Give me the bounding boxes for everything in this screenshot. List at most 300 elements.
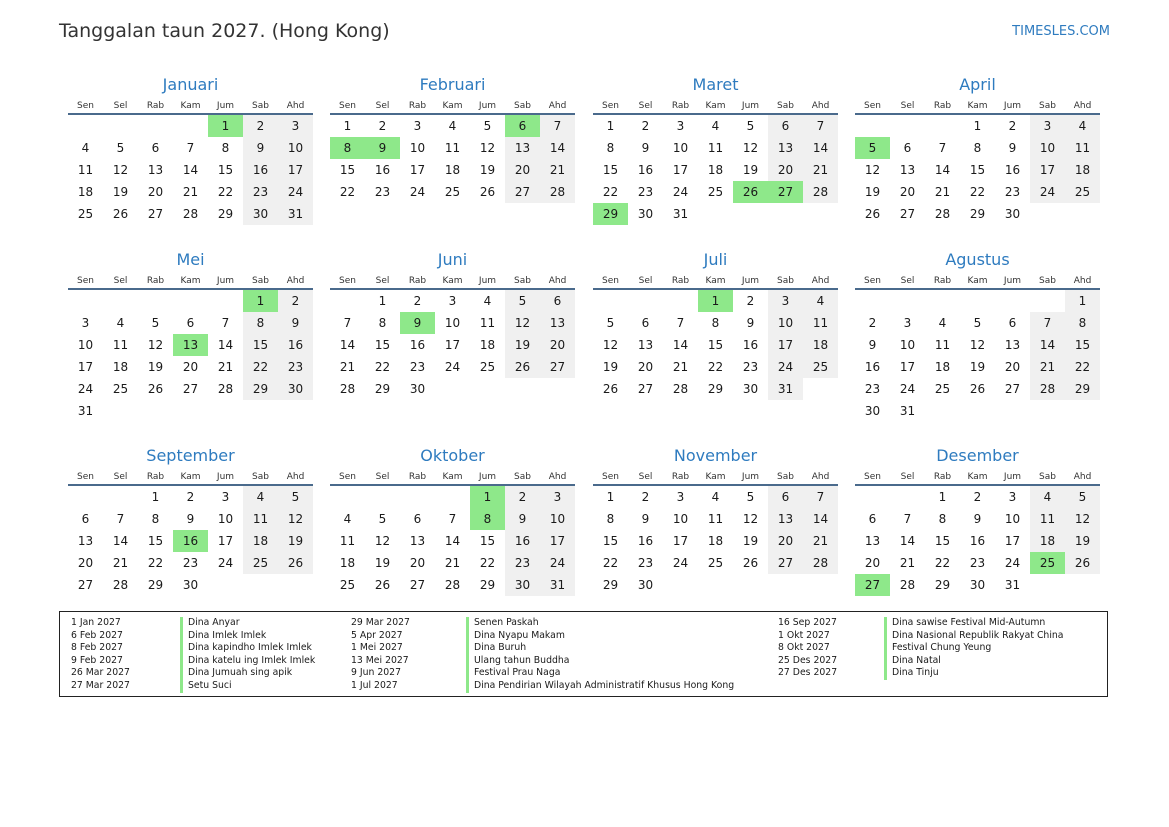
empty-cell (435, 485, 470, 508)
week-row (68, 312, 313, 334)
weekday-header: Ahd (278, 273, 313, 289)
weekday-header: Jum (995, 273, 1030, 289)
day-cell: 25 (112, 382, 129, 396)
weekday-header: Rab (400, 273, 435, 289)
day-cell: 29 (243, 378, 278, 400)
weekday-header: Jum (733, 469, 768, 485)
day-cell: 14 (1030, 334, 1065, 356)
empty-cell (698, 574, 733, 596)
site-link[interactable]: TIMESLES.COM (1012, 24, 1110, 39)
empty-cell (278, 400, 313, 422)
week-row (855, 378, 1100, 400)
empty-cell (768, 574, 803, 596)
day-cell: 31 (77, 404, 94, 418)
day-cell: 18 (707, 163, 724, 177)
day-cell: 5 (1065, 485, 1100, 508)
day-cell: 5 (505, 289, 540, 312)
empty-cell (435, 378, 470, 400)
day-cell: 17 (1004, 534, 1021, 548)
weekday-header: Rab (663, 98, 698, 114)
week-row (593, 574, 838, 596)
day-cell: 28 (803, 552, 838, 574)
weekday-header: Sen (330, 469, 365, 485)
empty-cell (400, 485, 435, 508)
day-cell: 14 (182, 163, 199, 177)
day-cell: 17 (672, 163, 689, 177)
weekday-header: Ahd (803, 98, 838, 114)
week-row (593, 203, 838, 225)
day-cell: 1 (1065, 289, 1100, 312)
holiday-name: Dina Pendirian Wilayah Administratif Khusus Hong Kong (466, 680, 734, 693)
day-cell: 3 (413, 119, 422, 133)
day-cell: 15 (1065, 334, 1100, 356)
weekday-header: Jum (208, 98, 243, 114)
holiday-name: Dina Nyapu Makam (466, 630, 565, 643)
week-row (593, 485, 838, 508)
day-cell: 4 (116, 316, 125, 330)
empty-cell (208, 574, 243, 596)
legend-row (60, 667, 1100, 680)
day-cell: 9 (278, 312, 313, 334)
month-title: Maret (692, 75, 739, 94)
day-cell: 7 (903, 512, 912, 526)
empty-cell (505, 378, 540, 400)
day-cell: 3 (1030, 114, 1065, 137)
day-cell: 15 (602, 163, 619, 177)
day-cell: 15 (707, 338, 724, 352)
day-cell: 27 (768, 181, 803, 203)
day-cell: 7 (221, 316, 230, 330)
weekday-header: Kam (698, 273, 733, 289)
day-cell: 30 (1004, 207, 1021, 221)
weekday-header: Sab (505, 98, 540, 114)
day-cell: 9 (746, 316, 755, 330)
day-cell: 1 (606, 490, 615, 504)
week-row (855, 530, 1100, 552)
day-cell: 7 (676, 316, 685, 330)
weekday-header: Sel (628, 469, 663, 485)
empty-cell (103, 289, 138, 312)
day-cell: 20 (768, 530, 803, 552)
day-cell: 30 (969, 578, 986, 592)
weekday-header: Sel (628, 98, 663, 114)
day-cell: 24 (672, 556, 689, 570)
day-cell: 6 (903, 141, 912, 155)
day-cell: 28 (1030, 378, 1065, 400)
empty-cell (960, 289, 995, 312)
day-cell: 23 (864, 382, 881, 396)
day-cell: 18 (803, 334, 838, 356)
day-cell: 4 (803, 289, 838, 312)
weekday-header: Ahd (540, 98, 575, 114)
weekday-header: Sab (1030, 98, 1065, 114)
empty-cell (925, 289, 960, 312)
day-cell: 21 (1030, 356, 1065, 378)
holiday-date: 16 Sep 2027 (778, 617, 837, 628)
day-cell: 29 (707, 382, 724, 396)
day-cell: 2 (378, 119, 387, 133)
week-row (68, 356, 313, 378)
week-row (855, 356, 1100, 378)
day-cell: 19 (1065, 530, 1100, 552)
week-row (593, 378, 838, 400)
week-row (855, 114, 1100, 137)
empty-cell (138, 289, 173, 312)
weekday-header: Sen (855, 98, 890, 114)
day-cell: 17 (540, 530, 575, 552)
page-title: Tanggalan taun 2027. (Hong Kong) (59, 20, 390, 42)
empty-cell (1065, 203, 1100, 225)
day-cell: 29 (147, 578, 164, 592)
week-row (593, 334, 838, 356)
week-row (68, 378, 313, 400)
day-cell: 16 (409, 338, 426, 352)
day-cell: 23 (505, 552, 540, 574)
day-cell: 14 (803, 508, 838, 530)
empty-cell (1030, 203, 1065, 225)
holiday-date: 1 Mei 2027 (351, 642, 403, 654)
day-cell: 24 (1030, 181, 1065, 203)
week-row (593, 289, 838, 312)
day-cell: 19 (505, 334, 540, 356)
day-cell: 23 (637, 556, 654, 570)
day-cell: 3 (81, 316, 90, 330)
empty-cell (925, 400, 960, 422)
week-row (855, 203, 1100, 225)
weekday-header: Sel (365, 469, 400, 485)
day-cell: 13 (1004, 338, 1021, 352)
day-cell: 24 (77, 382, 94, 396)
week-row (330, 552, 575, 574)
day-cell: 20 (864, 556, 881, 570)
day-cell: 27 (505, 181, 540, 203)
week-row (330, 137, 575, 159)
empty-cell (103, 485, 138, 508)
day-cell: 14 (444, 534, 461, 548)
day-cell: 9 (868, 338, 877, 352)
empty-cell (960, 400, 995, 422)
day-cell: 26 (969, 382, 986, 396)
day-cell: 23 (969, 556, 986, 570)
day-cell: 27 (182, 382, 199, 396)
day-cell: 27 (409, 578, 426, 592)
day-cell: 11 (339, 534, 356, 548)
weekday-header: Ahd (540, 273, 575, 289)
month-title: Januari (162, 75, 219, 94)
empty-cell (330, 289, 365, 312)
week-row (593, 159, 838, 181)
day-cell: 9 (365, 137, 400, 159)
day-cell: 18 (339, 556, 356, 570)
day-cell: 12 (602, 338, 619, 352)
empty-cell (803, 203, 838, 225)
weekday-header: Sel (890, 273, 925, 289)
day-cell: 5 (116, 141, 125, 155)
day-cell: 15 (374, 338, 391, 352)
day-cell: 13 (147, 163, 164, 177)
day-cell: 13 (540, 312, 575, 334)
legend-row (60, 655, 1100, 668)
day-cell: 9 (186, 512, 195, 526)
day-cell: 30 (637, 578, 654, 592)
week-row (855, 159, 1100, 181)
holiday-date: 26 Mar 2027 (71, 667, 130, 679)
day-cell: 4 (1030, 485, 1065, 508)
day-cell: 25 (1030, 552, 1065, 574)
day-cell: 20 (540, 334, 575, 356)
day-cell: 20 (409, 556, 426, 570)
weekday-header: Sen (593, 273, 628, 289)
day-cell: 10 (1004, 512, 1021, 526)
holiday-name: Ulang tahun Buddha (466, 655, 569, 668)
day-cell: 6 (868, 512, 877, 526)
weekday-header: Kam (435, 98, 470, 114)
day-cell: 9 (243, 137, 278, 159)
week-row (593, 114, 838, 137)
holiday-name: Dina Natal (884, 655, 941, 668)
day-cell: 27 (637, 382, 654, 396)
day-cell: 2 (186, 490, 195, 504)
day-cell: 9 (973, 512, 982, 526)
empty-cell (208, 400, 243, 422)
day-cell: 18 (479, 338, 496, 352)
day-cell: 8 (330, 137, 365, 159)
empty-cell (68, 289, 103, 312)
week-row (855, 181, 1100, 203)
day-cell: 1 (343, 119, 352, 133)
day-cell: 9 (1008, 141, 1017, 155)
day-cell: 19 (742, 163, 759, 177)
week-row (68, 137, 313, 159)
weekday-header: Sab (1030, 469, 1065, 485)
day-cell: 24 (540, 552, 575, 574)
day-cell: 4 (243, 485, 278, 508)
day-cell: 20 (77, 556, 94, 570)
day-cell: 21 (339, 360, 356, 374)
empty-cell (803, 574, 838, 596)
weekday-header: Jum (208, 469, 243, 485)
day-cell: 7 (540, 114, 575, 137)
day-cell: 15 (969, 163, 986, 177)
weekday-header: Sen (68, 469, 103, 485)
day-cell: 3 (448, 294, 457, 308)
day-cell: 1 (938, 490, 947, 504)
weekday-header: Sel (890, 98, 925, 114)
month-april (855, 74, 1100, 225)
empty-cell (68, 114, 103, 137)
day-cell: 23 (409, 360, 426, 374)
day-cell: 31 (672, 207, 689, 221)
weekday-header: Kam (173, 273, 208, 289)
day-cell: 9 (400, 312, 435, 334)
holiday-date: 25 Des 2027 (778, 654, 838, 666)
empty-cell (1030, 289, 1065, 312)
weekday-header: Sab (243, 98, 278, 114)
week-row (330, 289, 575, 312)
day-cell: 17 (1030, 159, 1065, 181)
empty-cell (540, 378, 575, 400)
day-cell: 8 (221, 141, 230, 155)
day-cell: 16 (243, 159, 278, 181)
day-cell: 7 (938, 141, 947, 155)
day-cell: 18 (707, 534, 724, 548)
holiday-name: Festival Chung Yeung (884, 642, 991, 655)
day-cell: 19 (278, 530, 313, 552)
day-cell: 16 (374, 163, 391, 177)
weekday-header: Jum (733, 273, 768, 289)
weekday-header: Sen (68, 98, 103, 114)
holiday-name: Dina Buruh (466, 642, 526, 655)
holiday-date: 9 Feb 2027 (71, 654, 123, 666)
legend-row (60, 680, 1100, 693)
day-cell: 26 (374, 578, 391, 592)
day-cell: 19 (969, 360, 986, 374)
day-cell: 12 (278, 508, 313, 530)
day-cell: 3 (221, 490, 230, 504)
day-cell: 11 (243, 508, 278, 530)
day-cell: 30 (182, 578, 199, 592)
week-row (855, 334, 1100, 356)
day-cell: 8 (1065, 312, 1100, 334)
month-agustus (855, 249, 1100, 422)
day-cell: 20 (1004, 360, 1021, 374)
day-cell: 2 (868, 316, 877, 330)
weekday-header: Kam (698, 98, 733, 114)
empty-cell (173, 289, 208, 312)
weekday-header: Jum (470, 469, 505, 485)
day-cell: 2 (973, 490, 982, 504)
week-row (330, 334, 575, 356)
week-row (593, 552, 838, 574)
day-cell: 13 (864, 534, 881, 548)
day-cell: 5 (606, 316, 615, 330)
day-cell: 30 (243, 203, 278, 225)
day-cell: 15 (243, 334, 278, 356)
legend-column (60, 617, 1100, 680)
week-row (68, 289, 313, 312)
day-cell: 27 (855, 574, 890, 596)
day-cell: 7 (1030, 312, 1065, 334)
day-cell: 17 (899, 360, 916, 374)
day-cell: 10 (768, 312, 803, 334)
day-cell: 25 (77, 207, 94, 221)
day-cell: 10 (409, 141, 426, 155)
day-cell: 16 (173, 530, 208, 552)
holiday-date: 6 Feb 2027 (71, 629, 123, 641)
day-cell: 29 (602, 578, 619, 592)
holiday-date: 1 Okt 2027 (778, 629, 830, 641)
legend-row (60, 642, 1100, 655)
holiday-date: 1 Jan 2027 (71, 617, 121, 628)
day-cell: 16 (1004, 163, 1021, 177)
empty-cell (243, 574, 278, 596)
empty-cell (138, 114, 173, 137)
month-september (68, 445, 313, 596)
weekday-header: Ahd (1065, 273, 1100, 289)
day-cell: 22 (707, 360, 724, 374)
day-cell: 7 (803, 114, 838, 137)
day-cell: 21 (803, 159, 838, 181)
day-cell: 1 (378, 294, 387, 308)
day-cell: 11 (707, 512, 724, 526)
day-cell: 17 (278, 159, 313, 181)
week-row (855, 312, 1100, 334)
day-cell: 30 (637, 207, 654, 221)
day-cell: 30 (409, 382, 426, 396)
week-row (330, 508, 575, 530)
day-cell: 30 (505, 574, 540, 596)
day-cell: 22 (602, 556, 619, 570)
week-row (593, 312, 838, 334)
day-cell: 5 (483, 119, 492, 133)
day-cell: 4 (483, 294, 492, 308)
day-cell: 10 (217, 512, 234, 526)
empty-cell (628, 289, 663, 312)
week-row (68, 508, 313, 530)
day-cell: 4 (711, 490, 720, 504)
holiday-name: Dina kapindho Imlek Imlek (180, 642, 312, 655)
day-cell: 21 (540, 159, 575, 181)
day-cell: 25 (339, 578, 356, 592)
week-row (68, 400, 313, 422)
empty-cell (138, 400, 173, 422)
day-cell: 20 (637, 360, 654, 374)
empty-cell (995, 400, 1030, 422)
day-cell: 21 (112, 556, 129, 570)
day-cell: 4 (343, 512, 352, 526)
day-cell: 17 (672, 534, 689, 548)
weekday-header: Sel (103, 98, 138, 114)
day-cell: 16 (505, 530, 540, 552)
day-cell: 17 (217, 534, 234, 548)
holiday-legend (59, 611, 1108, 697)
day-cell: 15 (339, 163, 356, 177)
empty-cell (593, 289, 628, 312)
day-cell: 29 (374, 382, 391, 396)
day-cell: 27 (768, 552, 803, 574)
day-cell: 2 (1008, 119, 1017, 133)
day-cell: 19 (374, 556, 391, 570)
day-cell: 15 (479, 534, 496, 548)
day-cell: 2 (505, 485, 540, 508)
day-cell: 12 (1065, 508, 1100, 530)
weekday-header: Kam (698, 469, 733, 485)
month-maret (593, 74, 838, 225)
week-row (330, 574, 575, 596)
day-cell: 6 (768, 485, 803, 508)
day-cell: 26 (602, 382, 619, 396)
holiday-name: Setu Suci (180, 680, 232, 693)
weekday-header: Rab (138, 273, 173, 289)
legend-row (60, 630, 1100, 643)
weekday-header: Kam (173, 469, 208, 485)
month-januari (68, 74, 313, 225)
month-title: Oktober (420, 446, 485, 465)
weekday-header: Sab (768, 273, 803, 289)
month-oktober (330, 445, 575, 596)
day-cell: 3 (1008, 490, 1017, 504)
weekday-header: Sab (505, 273, 540, 289)
day-cell: 5 (855, 137, 890, 159)
empty-cell (995, 289, 1030, 312)
day-cell: 1 (698, 289, 733, 312)
month-november (593, 445, 838, 596)
day-cell: 25 (707, 185, 724, 199)
day-cell: 31 (768, 378, 803, 400)
day-cell: 31 (278, 203, 313, 225)
day-cell: 7 (448, 512, 457, 526)
day-cell: 13 (637, 338, 654, 352)
